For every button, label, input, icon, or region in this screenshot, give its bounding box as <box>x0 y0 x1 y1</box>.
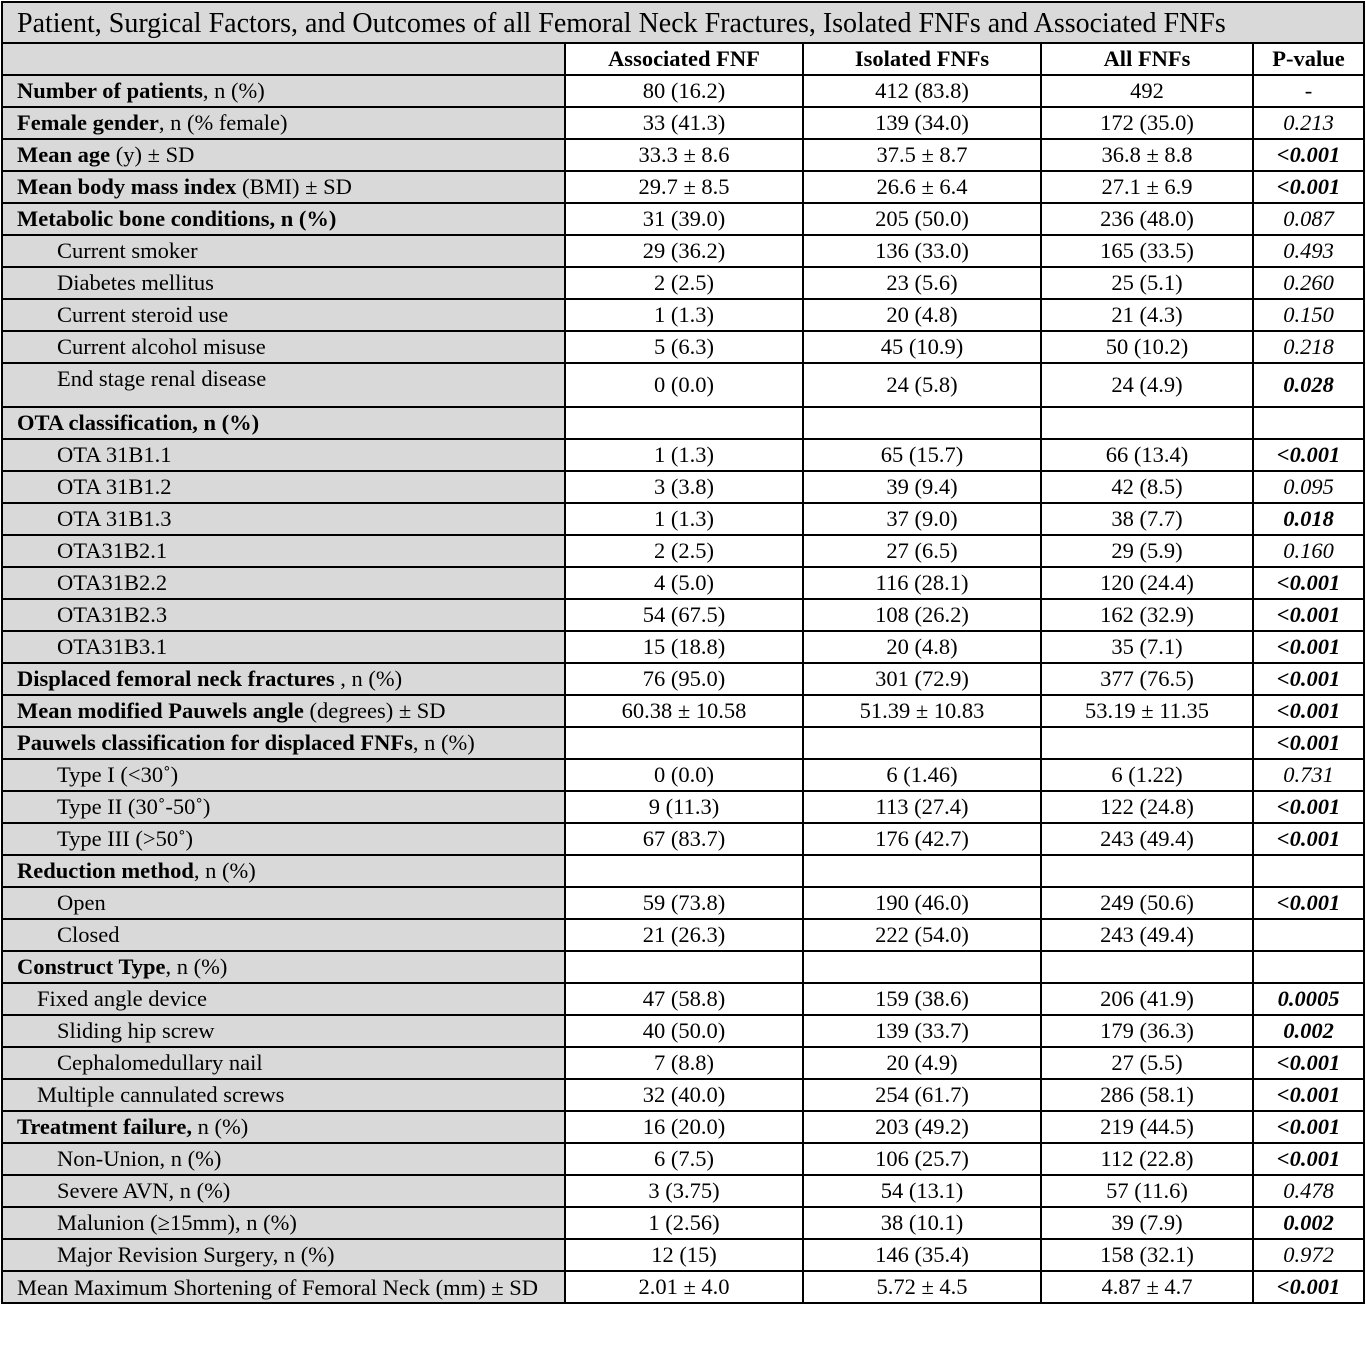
row-label-rest: , n (%) <box>202 78 265 103</box>
p-value-cell: <0.001 <box>1253 599 1364 631</box>
table-row <box>2 75 1364 107</box>
table-row <box>2 567 1364 599</box>
associated-cell: 0 (0.0) <box>565 363 803 407</box>
row-label-bold: Construct Type <box>17 954 166 979</box>
isolated-cell: 39 (9.4) <box>803 471 1041 503</box>
associated-cell: 47 (58.8) <box>565 983 803 1015</box>
all-cell: 377 (76.5) <box>1041 663 1253 695</box>
table-row <box>2 983 1364 1015</box>
row-label <box>2 139 565 171</box>
isolated-cell: 51.39 ± 10.83 <box>803 695 1041 727</box>
row-label <box>2 1111 565 1143</box>
row-label: OTA31B2.3 <box>2 599 565 631</box>
table-row <box>2 107 1364 139</box>
row-label-bold: Treatment failure, <box>17 1114 192 1139</box>
isolated-cell: 27 (6.5) <box>803 535 1041 567</box>
all-cell: 165 (33.5) <box>1041 235 1253 267</box>
associated-cell: 15 (18.8) <box>565 631 803 663</box>
associated-cell: 1 (1.3) <box>565 299 803 331</box>
p-value-cell: 0.028 <box>1253 363 1364 407</box>
p-value-cell <box>1253 855 1364 887</box>
p-value-cell: 0.0005 <box>1253 983 1364 1015</box>
table-row <box>2 759 1364 791</box>
table-row <box>2 139 1364 171</box>
associated-cell: 60.38 ± 10.58 <box>565 695 803 727</box>
row-label: Malunion (≥15mm), n (%) <box>2 1207 565 1239</box>
p-value-cell: 0.260 <box>1253 267 1364 299</box>
p-value-cell: 0.218 <box>1253 331 1364 363</box>
table-row <box>2 1047 1364 1079</box>
all-cell: 286 (58.1) <box>1041 1079 1253 1111</box>
isolated-cell: 65 (15.7) <box>803 439 1041 471</box>
isolated-cell: 139 (33.7) <box>803 1015 1041 1047</box>
isolated-cell: 139 (34.0) <box>803 107 1041 139</box>
row-label-rest: (degrees) ± SD <box>303 698 446 723</box>
associated-cell: 3 (3.75) <box>565 1175 803 1207</box>
table-row <box>2 919 1364 951</box>
row-label-rest: (BMI) ± SD <box>236 174 352 199</box>
all-cell <box>1041 855 1253 887</box>
table-row <box>2 663 1364 695</box>
table-row <box>2 471 1364 503</box>
table-row <box>2 1079 1364 1111</box>
header-associated: Associated FNF <box>565 43 803 75</box>
all-cell: 243 (49.4) <box>1041 823 1253 855</box>
row-label-rest: , n (%) <box>165 954 228 979</box>
associated-cell: 59 (73.8) <box>565 887 803 919</box>
row-label: Cephalomedullary nail <box>2 1047 565 1079</box>
p-value-cell: <0.001 <box>1253 1079 1364 1111</box>
associated-cell: 32 (40.0) <box>565 1079 803 1111</box>
associated-cell: 29 (36.2) <box>565 235 803 267</box>
p-value-cell: 0.213 <box>1253 107 1364 139</box>
isolated-cell: 20 (4.8) <box>803 631 1041 663</box>
all-cell: 53.19 ± 11.35 <box>1041 695 1253 727</box>
row-label-bold: Pauwels classification for displaced FNFs <box>17 730 413 755</box>
row-label-rest: , n (% female) <box>158 110 288 135</box>
table-row <box>2 407 1364 439</box>
all-cell <box>1041 407 1253 439</box>
table-row <box>2 171 1364 203</box>
all-cell: 4.87 ± 4.7 <box>1041 1271 1253 1303</box>
isolated-cell <box>803 951 1041 983</box>
isolated-cell: 136 (33.0) <box>803 235 1041 267</box>
table-row <box>2 1015 1364 1047</box>
row-label: Type II (30˚-50˚) <box>2 791 565 823</box>
row-label: Open <box>2 887 565 919</box>
associated-cell: 21 (26.3) <box>565 919 803 951</box>
isolated-cell: 37.5 ± 8.7 <box>803 139 1041 171</box>
isolated-cell: 37 (9.0) <box>803 503 1041 535</box>
p-value-cell: <0.001 <box>1253 1111 1364 1143</box>
associated-cell: 3 (3.8) <box>565 471 803 503</box>
all-cell: 179 (36.3) <box>1041 1015 1253 1047</box>
table-row <box>2 1207 1364 1239</box>
isolated-cell: 159 (38.6) <box>803 983 1041 1015</box>
table-row <box>2 203 1364 235</box>
associated-cell: 4 (5.0) <box>565 567 803 599</box>
isolated-cell: 108 (26.2) <box>803 599 1041 631</box>
associated-cell: 67 (83.7) <box>565 823 803 855</box>
associated-cell: 5 (6.3) <box>565 331 803 363</box>
associated-cell: 6 (7.5) <box>565 1143 803 1175</box>
row-label: Diabetes mellitus <box>2 267 565 299</box>
row-label <box>2 171 565 203</box>
row-label-bold: Female gender <box>17 110 159 135</box>
header-all: All FNFs <box>1041 43 1253 75</box>
associated-cell: 1 (1.3) <box>565 503 803 535</box>
isolated-cell <box>803 855 1041 887</box>
all-cell: 38 (7.7) <box>1041 503 1253 535</box>
row-label: Major Revision Surgery, n (%) <box>2 1239 565 1271</box>
table-row <box>2 535 1364 567</box>
all-cell: 172 (35.0) <box>1041 107 1253 139</box>
row-label <box>2 727 565 759</box>
table-row <box>2 363 1364 407</box>
row-label <box>2 695 565 727</box>
row-label-bold: Mean age <box>17 142 111 167</box>
row-label <box>2 663 565 695</box>
outcomes-table <box>1 1 1365 1304</box>
isolated-cell: 254 (61.7) <box>803 1079 1041 1111</box>
caption-row <box>2 2 1364 43</box>
p-value-cell: <0.001 <box>1253 567 1364 599</box>
p-value-cell: 0.731 <box>1253 759 1364 791</box>
table-row <box>2 855 1364 887</box>
row-label: OTA 31B1.1 <box>2 439 565 471</box>
table-row <box>2 951 1364 983</box>
associated-cell: 80 (16.2) <box>565 75 803 107</box>
isolated-cell: 190 (46.0) <box>803 887 1041 919</box>
all-cell <box>1041 951 1253 983</box>
p-value-cell: 0.018 <box>1253 503 1364 535</box>
isolated-cell: 222 (54.0) <box>803 919 1041 951</box>
isolated-cell: 176 (42.7) <box>803 823 1041 855</box>
all-cell: 21 (4.3) <box>1041 299 1253 331</box>
associated-cell <box>565 407 803 439</box>
all-cell: 42 (8.5) <box>1041 471 1253 503</box>
associated-cell: 54 (67.5) <box>565 599 803 631</box>
table-row <box>2 299 1364 331</box>
p-value-cell: - <box>1253 75 1364 107</box>
row-label <box>2 855 565 887</box>
table-row <box>2 439 1364 471</box>
table-row <box>2 823 1364 855</box>
row-label-rest: n (%) <box>191 1114 249 1139</box>
table-row <box>2 1175 1364 1207</box>
table-row <box>2 599 1364 631</box>
row-label-rest: , n (%) <box>412 730 475 755</box>
row-label: Non-Union, n (%) <box>2 1143 565 1175</box>
p-value-cell: <0.001 <box>1253 1047 1364 1079</box>
isolated-cell: 45 (10.9) <box>803 331 1041 363</box>
p-value-cell: 0.095 <box>1253 471 1364 503</box>
isolated-cell <box>803 727 1041 759</box>
associated-cell: 2 (2.5) <box>565 535 803 567</box>
isolated-cell: 203 (49.2) <box>803 1111 1041 1143</box>
all-cell: 66 (13.4) <box>1041 439 1253 471</box>
isolated-cell: 54 (13.1) <box>803 1175 1041 1207</box>
header-pvalue: P-value <box>1253 43 1364 75</box>
all-cell: 39 (7.9) <box>1041 1207 1253 1239</box>
p-value-cell <box>1253 407 1364 439</box>
row-label: Current alcohol misuse <box>2 331 565 363</box>
p-value-cell: <0.001 <box>1253 139 1364 171</box>
all-cell: 112 (22.8) <box>1041 1143 1253 1175</box>
associated-cell: 16 (20.0) <box>565 1111 803 1143</box>
isolated-cell <box>803 407 1041 439</box>
row-label: OTA 31B1.2 <box>2 471 565 503</box>
all-cell: 29 (5.9) <box>1041 535 1253 567</box>
all-cell: 219 (44.5) <box>1041 1111 1253 1143</box>
table-row <box>2 1111 1364 1143</box>
table-row <box>2 887 1364 919</box>
p-value-cell: 0.478 <box>1253 1175 1364 1207</box>
isolated-cell: 23 (5.6) <box>803 267 1041 299</box>
associated-cell: 1 (2.56) <box>565 1207 803 1239</box>
associated-cell: 76 (95.0) <box>565 663 803 695</box>
table-caption: Patient, Surgical Factors, and Outcomes of all Femoral Neck Fractures, Isolated FNFs and Associated FNFs <box>2 2 1364 43</box>
row-label-bold: Displaced femoral neck fractures <box>17 666 341 691</box>
all-cell: 158 (32.1) <box>1041 1239 1253 1271</box>
isolated-cell: 6 (1.46) <box>803 759 1041 791</box>
row-label-bold: Reduction method <box>17 858 194 883</box>
table-row <box>2 1271 1364 1303</box>
row-label-bold: Mean body mass index <box>17 174 237 199</box>
row-label: OTA31B2.1 <box>2 535 565 567</box>
row-label: Current steroid use <box>2 299 565 331</box>
all-cell: 57 (11.6) <box>1041 1175 1253 1207</box>
table-row <box>2 331 1364 363</box>
all-cell: 35 (7.1) <box>1041 631 1253 663</box>
p-value-cell: 0.002 <box>1253 1207 1364 1239</box>
table-row <box>2 235 1364 267</box>
row-label <box>2 107 565 139</box>
row-label-rest: , n (%) <box>340 666 403 691</box>
table-container <box>1 1 1363 1304</box>
p-value-cell: <0.001 <box>1253 171 1364 203</box>
isolated-cell: 301 (72.9) <box>803 663 1041 695</box>
all-cell: 492 <box>1041 75 1253 107</box>
all-cell: 249 (50.6) <box>1041 887 1253 919</box>
p-value-cell <box>1253 951 1364 983</box>
row-label <box>2 75 565 107</box>
table-row <box>2 267 1364 299</box>
associated-cell: 7 (8.8) <box>565 1047 803 1079</box>
isolated-cell: 24 (5.8) <box>803 363 1041 407</box>
all-cell: 25 (5.1) <box>1041 267 1253 299</box>
p-value-cell: 0.160 <box>1253 535 1364 567</box>
row-label <box>2 203 565 235</box>
row-label: Multiple cannulated screws <box>2 1079 565 1111</box>
row-label-bold: Mean modified Pauwels angle <box>17 698 304 723</box>
associated-cell: 33.3 ± 8.6 <box>565 139 803 171</box>
isolated-cell: 20 (4.9) <box>803 1047 1041 1079</box>
all-cell: 6 (1.22) <box>1041 759 1253 791</box>
row-label: Current smoker <box>2 235 565 267</box>
all-cell: 162 (32.9) <box>1041 599 1253 631</box>
p-value-cell: 0.972 <box>1253 1239 1364 1271</box>
p-value-cell: <0.001 <box>1253 823 1364 855</box>
table-body <box>2 75 1364 1303</box>
row-label: OTA31B3.1 <box>2 631 565 663</box>
all-cell: 122 (24.8) <box>1041 791 1253 823</box>
isolated-cell: 20 (4.8) <box>803 299 1041 331</box>
p-value-cell: <0.001 <box>1253 1271 1364 1303</box>
row-label-bold: Number of patients <box>17 78 203 103</box>
all-cell: 27 (5.5) <box>1041 1047 1253 1079</box>
p-value-cell: <0.001 <box>1253 663 1364 695</box>
isolated-cell: 38 (10.1) <box>803 1207 1041 1239</box>
associated-cell: 0 (0.0) <box>565 759 803 791</box>
row-label: Severe AVN, n (%) <box>2 1175 565 1207</box>
p-value-cell: <0.001 <box>1253 695 1364 727</box>
isolated-cell: 113 (27.4) <box>803 791 1041 823</box>
row-label-rest: (y) ± SD <box>110 142 195 167</box>
row-label: Type I (<30˚) <box>2 759 565 791</box>
row-label: Mean Maximum Shortening of Femoral Neck (mm) ± SD <box>2 1271 565 1303</box>
p-value-cell: <0.001 <box>1253 631 1364 663</box>
all-cell: 24 (4.9) <box>1041 363 1253 407</box>
associated-cell: 29.7 ± 8.5 <box>565 171 803 203</box>
row-label-bold: Metabolic bone conditions, n (%) <box>17 206 337 231</box>
p-value-cell: 0.493 <box>1253 235 1364 267</box>
header-blank <box>2 43 565 75</box>
all-cell: 27.1 ± 6.9 <box>1041 171 1253 203</box>
table-row <box>2 791 1364 823</box>
associated-cell: 40 (50.0) <box>565 1015 803 1047</box>
associated-cell <box>565 951 803 983</box>
associated-cell <box>565 855 803 887</box>
all-cell: 120 (24.4) <box>1041 567 1253 599</box>
all-cell: 36.8 ± 8.8 <box>1041 139 1253 171</box>
table-row <box>2 1143 1364 1175</box>
p-value-cell: <0.001 <box>1253 439 1364 471</box>
row-label-rest: , n (%) <box>193 858 256 883</box>
p-value-cell: <0.001 <box>1253 1143 1364 1175</box>
isolated-cell: 116 (28.1) <box>803 567 1041 599</box>
row-label: Closed <box>2 919 565 951</box>
row-label: Sliding hip screw <box>2 1015 565 1047</box>
row-label: Type III (>50˚) <box>2 823 565 855</box>
isolated-cell: 106 (25.7) <box>803 1143 1041 1175</box>
isolated-cell: 412 (83.8) <box>803 75 1041 107</box>
p-value-cell: <0.001 <box>1253 791 1364 823</box>
row-label: OTA 31B1.3 <box>2 503 565 535</box>
table-row <box>2 1239 1364 1271</box>
isolated-cell: 146 (35.4) <box>803 1239 1041 1271</box>
header-isolated: Isolated FNFs <box>803 43 1041 75</box>
table-row <box>2 503 1364 535</box>
p-value-cell: 0.150 <box>1253 299 1364 331</box>
p-value-cell: <0.001 <box>1253 727 1364 759</box>
row-label <box>2 951 565 983</box>
all-cell: 243 (49.4) <box>1041 919 1253 951</box>
associated-cell: 2.01 ± 4.0 <box>565 1271 803 1303</box>
associated-cell: 2 (2.5) <box>565 267 803 299</box>
p-value-cell: 0.002 <box>1253 1015 1364 1047</box>
table-row <box>2 727 1364 759</box>
row-label-bold: OTA classification, n (%) <box>17 410 260 435</box>
associated-cell: 12 (15) <box>565 1239 803 1271</box>
associated-cell: 31 (39.0) <box>565 203 803 235</box>
row-label: Fixed angle device <box>2 983 565 1015</box>
table-row <box>2 631 1364 663</box>
associated-cell <box>565 727 803 759</box>
p-value-cell: <0.001 <box>1253 887 1364 919</box>
p-value-cell: 0.087 <box>1253 203 1364 235</box>
associated-cell: 1 (1.3) <box>565 439 803 471</box>
row-label: End stage renal disease <box>2 363 565 407</box>
associated-cell: 33 (41.3) <box>565 107 803 139</box>
p-value-cell <box>1253 919 1364 951</box>
row-label <box>2 407 565 439</box>
isolated-cell: 26.6 ± 6.4 <box>803 171 1041 203</box>
all-cell <box>1041 727 1253 759</box>
all-cell: 50 (10.2) <box>1041 331 1253 363</box>
all-cell: 206 (41.9) <box>1041 983 1253 1015</box>
table-row <box>2 695 1364 727</box>
isolated-cell: 5.72 ± 4.5 <box>803 1271 1041 1303</box>
header-row <box>2 43 1364 75</box>
associated-cell: 9 (11.3) <box>565 791 803 823</box>
all-cell: 236 (48.0) <box>1041 203 1253 235</box>
isolated-cell: 205 (50.0) <box>803 203 1041 235</box>
row-label: OTA31B2.2 <box>2 567 565 599</box>
